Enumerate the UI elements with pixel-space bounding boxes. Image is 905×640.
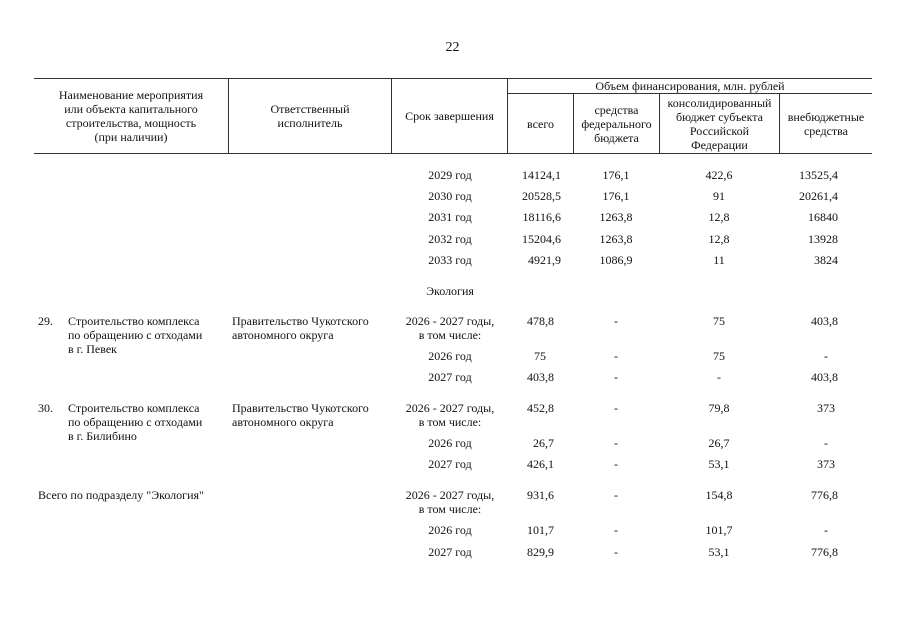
header-bottom-rule — [34, 153, 872, 154]
extrabudget-cell: 403,8 — [811, 370, 838, 384]
total-cell: 403,8 — [527, 370, 554, 384]
header-deadline: Срок завершения — [405, 109, 494, 123]
extrabudget-cell: - — [824, 349, 828, 363]
federal-cell: - — [614, 401, 618, 415]
consolidated-cell: 26,7 — [708, 436, 730, 450]
total-cell: 75 — [534, 349, 546, 363]
item-name-line: в г. Билибино — [68, 429, 137, 443]
header-extrabudget-cell — [780, 95, 872, 152]
total-cell: 26,7 — [533, 436, 554, 450]
header-name-line: или объекта капитального — [64, 102, 198, 116]
consolidated-cell: - — [717, 370, 721, 384]
consolidated-cell: 75 — [713, 349, 725, 363]
year-cell: 2026 год — [428, 436, 472, 450]
federal-cell: 176,1 — [602, 168, 630, 182]
item-name-line: по обращению с отходами — [68, 415, 203, 429]
extrabudget-cell: 3824 — [814, 253, 838, 267]
year-cell: 2031 год — [428, 210, 472, 224]
extrabudget-cell: 373 — [817, 401, 835, 415]
header-deadline-cell — [392, 80, 507, 152]
header-consolidated-cell — [660, 94, 779, 153]
total-cell: 452,8 — [527, 401, 554, 415]
header-name-line: Наименование мероприятия — [58, 88, 204, 102]
year-cell: 2027 год — [428, 457, 472, 471]
item-responsible-line: автономного округа — [232, 328, 334, 342]
header-responsible-line: Ответственный — [270, 102, 350, 116]
consolidated-cell: 53,1 — [708, 457, 730, 471]
header-federal-cell — [574, 95, 659, 152]
consolidated-cell: 11 — [713, 253, 725, 267]
page-number: 22 — [445, 40, 460, 55]
federal-cell: - — [614, 436, 618, 450]
total-cell: 4921,9 — [528, 253, 561, 267]
extrabudget-cell: 373 — [817, 457, 835, 471]
header-total: всего — [526, 116, 555, 131]
consolidated-cell: 154,8 — [705, 488, 733, 502]
header-federal-line: бюджета — [594, 130, 639, 145]
header-extrabudget-line: средства — [803, 123, 848, 138]
header-funding-title: Объем финансирования, млн. рублей — [595, 79, 785, 93]
header-consolidated-line: бюджет субъекта — [675, 109, 763, 124]
header-total-cell — [508, 95, 573, 152]
federal-cell: - — [614, 523, 618, 537]
item-responsible-line: Правительство Чукотского — [232, 401, 369, 415]
item-name-line: Строительство комплекса — [68, 314, 200, 328]
header-consolidated-line: Российской — [689, 123, 750, 138]
year-cell: 2030 год — [428, 189, 472, 203]
total-period-line: 2026 - 2027 годы, — [405, 488, 495, 502]
consolidated-cell: 79,8 — [708, 401, 730, 415]
consolidated-cell: 91 — [713, 189, 725, 203]
item-responsible-line: Правительство Чукотского — [232, 314, 369, 328]
header-name-line: строительства, мощность — [65, 116, 197, 130]
year-cell: 2027 год — [428, 545, 472, 559]
header-funding-group — [508, 79, 872, 93]
item-period-line: 2026 - 2027 годы, — [405, 401, 495, 415]
federal-cell: 176,1 — [602, 189, 630, 203]
federal-cell: 1086,9 — [599, 253, 633, 267]
item-number: 29. — [38, 314, 53, 328]
federal-cell: - — [614, 488, 618, 502]
total-cell: 829,9 — [527, 545, 554, 559]
federal-cell: - — [614, 457, 618, 471]
federal-cell: - — [614, 370, 618, 384]
extrabudget-cell: 13928 — [808, 232, 838, 246]
federal-cell: - — [614, 349, 618, 363]
consolidated-cell: 53,1 — [708, 545, 730, 559]
total-cell: 426,1 — [527, 457, 554, 471]
consolidated-cell: 75 — [713, 314, 725, 328]
header-federal-line: федерального — [581, 116, 652, 131]
extrabudget-cell: - — [824, 523, 828, 537]
year-cell: 2032 год — [428, 232, 472, 246]
header-consolidated-line: консолидированный — [667, 95, 772, 110]
item-period-line: в том числе: — [418, 415, 482, 429]
item-name-line: по обращению с отходами — [68, 328, 203, 342]
total-cell: 101,7 — [527, 523, 554, 537]
header-responsible-cell — [229, 80, 391, 152]
total-cell: 931,6 — [527, 488, 554, 502]
consolidated-cell: 12,8 — [708, 232, 730, 246]
extrabudget-cell: 20261,4 — [799, 189, 838, 203]
total-cell: 478,8 — [527, 314, 554, 328]
total-cell: 20528,5 — [522, 189, 561, 203]
total-cell: 15204,6 — [522, 232, 561, 246]
consolidated-cell: 12,8 — [708, 210, 730, 224]
item-name-line: Строительство комплекса — [68, 401, 200, 415]
federal-cell: - — [614, 545, 618, 559]
consolidated-cell: 101,7 — [705, 523, 733, 537]
header-responsible-line: исполнитель — [277, 116, 343, 130]
total-cell: 18116,6 — [522, 210, 561, 224]
extrabudget-cell: 16840 — [808, 210, 838, 224]
federal-cell: - — [614, 314, 618, 328]
item-responsible-line: автономного округа — [232, 415, 334, 429]
header-name-line: (при наличии) — [94, 130, 168, 144]
extrabudget-cell: 403,8 — [811, 314, 838, 328]
total-period-line: в том числе: — [418, 502, 482, 516]
item-number: 30. — [38, 401, 53, 415]
total-row-label: Всего по подразделу "Экология" — [38, 488, 204, 502]
item-name-line: в г. Певек — [68, 342, 117, 356]
year-cell: 2026 год — [428, 349, 472, 363]
consolidated-cell: 422,6 — [705, 168, 733, 182]
header-extrabudget-line: внебюджетные — [787, 109, 865, 124]
year-cell: 2026 год — [428, 523, 472, 537]
federal-cell: 1263,8 — [599, 210, 633, 224]
federal-cell: 1263,8 — [599, 232, 633, 246]
extrabudget-cell: 776,8 — [811, 545, 838, 559]
section-title: Экология — [426, 284, 474, 298]
header-federal-line: средства — [594, 102, 639, 117]
extrabudget-cell: 776,8 — [811, 488, 838, 502]
year-cell: 2033 год — [428, 253, 472, 267]
header-consolidated-line: Федерации — [691, 137, 748, 152]
item-period-line: 2026 - 2027 годы, — [405, 314, 495, 328]
year-cell: 2029 год — [428, 168, 472, 182]
header-name-cell — [34, 80, 228, 152]
total-cell: 14124,1 — [522, 168, 561, 182]
item-period-line: в том числе: — [418, 328, 482, 342]
extrabudget-cell: - — [824, 436, 828, 450]
extrabudget-cell: 13525,4 — [799, 168, 838, 182]
year-cell: 2027 год — [428, 370, 472, 384]
